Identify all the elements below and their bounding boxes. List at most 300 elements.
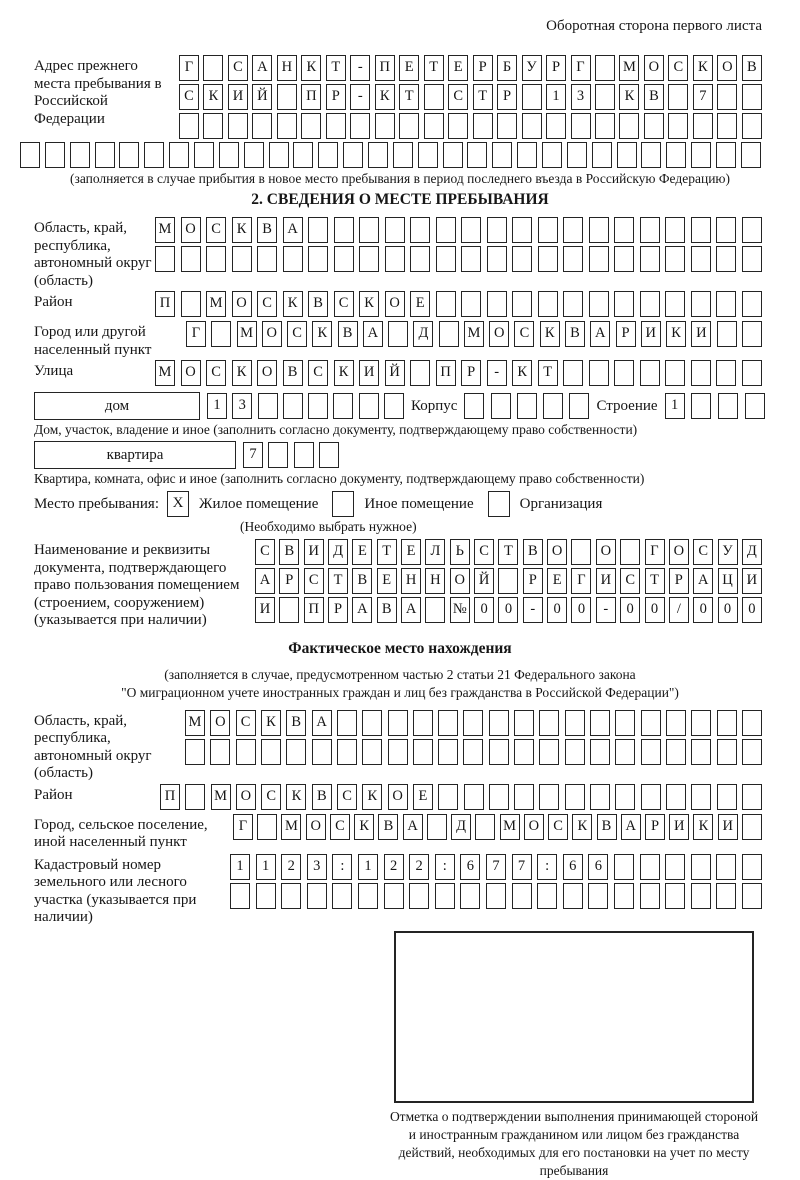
char-cell <box>512 883 532 909</box>
char-cell <box>666 739 686 765</box>
stay-type-row <box>34 491 800 517</box>
char-cell <box>512 291 532 317</box>
char-cell <box>252 113 272 139</box>
char-cell <box>399 113 419 139</box>
char-cell: О <box>524 814 544 840</box>
char-cell <box>487 246 507 272</box>
char-cell <box>279 597 299 623</box>
char-cell <box>375 113 395 139</box>
char-cell: К <box>203 84 223 110</box>
char-cell: В <box>352 568 372 594</box>
char-cell <box>665 854 685 880</box>
char-cell <box>211 321 231 347</box>
char-cell <box>489 784 509 810</box>
char-cell <box>359 217 379 243</box>
char-cell <box>716 883 736 909</box>
char-cell <box>277 84 297 110</box>
char-cell: Г <box>179 55 199 81</box>
char-cell <box>565 739 585 765</box>
stroenie-cells <box>665 393 765 419</box>
char-cell <box>489 710 509 736</box>
char-cell <box>640 217 660 243</box>
char-cell: П <box>160 784 180 810</box>
char-cell <box>185 739 205 765</box>
char-cell <box>517 393 537 419</box>
city-block <box>34 321 800 359</box>
char-cell: П <box>155 291 175 317</box>
char-cell: Т <box>424 55 444 81</box>
char-cell <box>70 142 90 168</box>
char-cell <box>409 883 429 909</box>
actual-location-note-line1: (заполняется в случае, предусмотренном частью 2 статьи 21 Федерального закона <box>164 666 636 682</box>
char-cell <box>384 393 404 419</box>
char-cell <box>179 113 199 139</box>
char-cell: Н <box>401 568 421 594</box>
char-cell <box>522 113 542 139</box>
actual-region-row-2 <box>185 739 762 765</box>
char-cell: В <box>338 321 358 347</box>
char-cell: С <box>448 84 468 110</box>
char-cell: Д <box>742 539 762 565</box>
char-cell <box>326 113 346 139</box>
char-cell: 0 <box>742 597 762 623</box>
char-cell <box>563 883 583 909</box>
district-label: Район <box>34 294 73 310</box>
char-cell <box>256 883 276 909</box>
char-cell <box>717 739 737 765</box>
char-cell <box>410 217 430 243</box>
actual-city-row <box>233 814 762 840</box>
char-cell: Е <box>547 568 567 594</box>
char-cell: С <box>255 539 275 565</box>
region-row-2 <box>155 246 762 272</box>
char-cell <box>257 246 277 272</box>
char-cell: С <box>304 568 324 594</box>
char-cell <box>95 142 115 168</box>
stay-type-option-residential: Жилое помещение <box>199 495 319 512</box>
char-cell: В <box>286 710 306 736</box>
char-cell <box>514 784 534 810</box>
char-cell: Л <box>425 539 445 565</box>
char-cell <box>665 246 685 272</box>
char-cell <box>691 246 711 272</box>
char-cell <box>283 393 303 419</box>
char-cell <box>362 710 382 736</box>
char-cell: Д <box>328 539 348 565</box>
char-cell: К <box>301 55 321 81</box>
char-cell: В <box>597 814 617 840</box>
char-cell: П <box>375 55 395 81</box>
korpus-cells <box>464 393 589 419</box>
region-block <box>34 217 800 290</box>
char-cell <box>641 142 661 168</box>
char-cell <box>614 291 634 317</box>
actual-region-block <box>34 710 800 783</box>
char-cell: И <box>669 814 689 840</box>
char-cell <box>228 113 248 139</box>
char-cell <box>640 360 660 386</box>
char-cell: О <box>181 217 201 243</box>
char-cell <box>614 854 634 880</box>
char-cell <box>268 442 288 468</box>
char-cell <box>742 854 762 880</box>
district-block <box>34 291 800 320</box>
char-cell <box>590 710 610 736</box>
char-cell <box>319 442 339 468</box>
char-cell <box>413 739 433 765</box>
char-cell: В <box>742 55 762 81</box>
actual-district-block <box>34 784 800 813</box>
district-row <box>155 291 762 317</box>
char-cell <box>333 393 353 419</box>
char-cell: О <box>547 539 567 565</box>
char-cell: К <box>312 321 332 347</box>
char-cell: К <box>619 84 639 110</box>
char-cell <box>718 393 738 419</box>
char-cell <box>438 784 458 810</box>
char-cell <box>337 739 357 765</box>
char-cell <box>691 710 711 736</box>
char-cell <box>489 739 509 765</box>
char-cell <box>717 710 737 736</box>
char-cell <box>461 291 481 317</box>
char-cell: : <box>332 854 352 880</box>
stay-type-option-other: Иное помещение <box>364 495 474 512</box>
char-cell <box>358 883 378 909</box>
char-cell <box>665 217 685 243</box>
char-cell <box>436 246 456 272</box>
char-cell <box>517 142 537 168</box>
char-cell <box>418 142 438 168</box>
char-cell <box>181 291 201 317</box>
char-cell: В <box>378 814 398 840</box>
char-cell <box>615 784 635 810</box>
char-cell <box>461 217 481 243</box>
char-cell: - <box>350 55 370 81</box>
actual-district-row <box>160 784 762 810</box>
char-cell: 7 <box>512 854 532 880</box>
char-cell: К <box>286 784 306 810</box>
prev-address-grids <box>179 55 762 142</box>
char-cell <box>308 246 328 272</box>
char-cell <box>436 217 456 243</box>
stay-type-checkbox-organization <box>488 491 510 517</box>
char-cell: А <box>363 321 383 347</box>
char-cell: П <box>436 360 456 386</box>
stroenie-label: Строение <box>596 397 658 414</box>
char-cell <box>691 393 711 419</box>
char-cell: 6 <box>588 854 608 880</box>
char-cell <box>589 360 609 386</box>
char-cell <box>717 84 737 110</box>
street-block <box>34 360 800 389</box>
char-cell <box>318 142 338 168</box>
char-cell <box>410 360 430 386</box>
char-cell: 3 <box>232 393 252 419</box>
char-cell <box>244 142 264 168</box>
char-cell <box>464 393 484 419</box>
char-cell: С <box>668 55 688 81</box>
char-cell: И <box>742 568 762 594</box>
char-cell: С <box>514 321 534 347</box>
document-row-2 <box>255 568 762 594</box>
char-cell: Й <box>474 568 494 594</box>
char-cell <box>691 784 711 810</box>
char-cell: 0 <box>718 597 738 623</box>
char-cell: 0 <box>571 597 591 623</box>
char-cell: В <box>523 539 543 565</box>
char-cell: М <box>206 291 226 317</box>
char-cell: О <box>181 360 201 386</box>
char-cell <box>595 113 615 139</box>
char-cell <box>742 883 762 909</box>
char-cell: Т <box>538 360 558 386</box>
char-cell: Н <box>277 55 297 81</box>
confirmation-stamp-box <box>394 931 754 1103</box>
char-cell <box>742 291 762 317</box>
apartment-box-label: квартира <box>34 441 236 469</box>
char-cell: Д <box>451 814 471 840</box>
char-cell: Р <box>279 568 299 594</box>
char-cell: С <box>236 710 256 736</box>
char-cell <box>691 854 711 880</box>
char-cell: О <box>450 568 470 594</box>
char-cell: О <box>306 814 326 840</box>
char-cell <box>717 113 737 139</box>
char-cell: А <box>403 814 423 840</box>
char-cell: С <box>474 539 494 565</box>
char-cell <box>155 246 175 272</box>
char-cell: В <box>644 84 664 110</box>
char-cell <box>589 217 609 243</box>
char-cell: Р <box>328 597 348 623</box>
char-cell <box>181 246 201 272</box>
char-cell: 1 <box>207 393 227 419</box>
char-cell <box>614 217 634 243</box>
char-cell: О <box>210 710 230 736</box>
char-cell: О <box>669 539 689 565</box>
char-cell: 2 <box>384 854 404 880</box>
char-cell <box>307 883 327 909</box>
char-cell <box>464 784 484 810</box>
char-cell: 7 <box>243 442 263 468</box>
char-cell: С <box>548 814 568 840</box>
char-cell: Н <box>425 568 445 594</box>
char-cell: У <box>522 55 542 81</box>
char-cell <box>538 246 558 272</box>
char-cell <box>539 739 559 765</box>
char-cell: Е <box>377 568 397 594</box>
document-label: Наименование и реквизиты документа, подтверждающего право пользования помещением (строением, сооружением) (указывается при наличии) <box>34 542 240 628</box>
char-cell: Т <box>377 539 397 565</box>
char-cell: М <box>155 217 175 243</box>
char-cell <box>640 291 660 317</box>
char-cell: И <box>255 597 275 623</box>
char-cell: В <box>377 597 397 623</box>
confirmation-stamp-caption: Отметка о подтверждении выполнения принимающей стороной и иностранным гражданином или лицом без гражданства действий, необходимых для его постановки на учет по месту пребывания <box>389 1108 759 1178</box>
char-cell: 0 <box>547 597 567 623</box>
char-cell <box>514 710 534 736</box>
char-cell <box>359 246 379 272</box>
char-cell: 0 <box>645 597 665 623</box>
char-cell <box>475 814 495 840</box>
char-cell <box>619 113 639 139</box>
korpus-label: Корпус <box>411 397 458 414</box>
char-cell <box>425 597 445 623</box>
char-cell: И <box>304 539 324 565</box>
char-cell <box>334 246 354 272</box>
actual-city-label: Город, сельское поселение, иной населенный пункт <box>34 816 208 850</box>
char-cell: М <box>237 321 257 347</box>
char-cell <box>665 360 685 386</box>
char-cell: 1 <box>546 84 566 110</box>
char-cell <box>716 217 736 243</box>
char-cell: А <box>693 568 713 594</box>
char-cell: О <box>257 360 277 386</box>
char-cell <box>332 883 352 909</box>
char-cell <box>742 360 762 386</box>
char-cell: Т <box>399 84 419 110</box>
char-cell <box>388 710 408 736</box>
char-cell: О <box>489 321 509 347</box>
char-cell: : <box>537 854 557 880</box>
char-cell <box>716 246 736 272</box>
apartment-row <box>34 441 800 469</box>
char-cell <box>693 113 713 139</box>
char-cell <box>716 854 736 880</box>
cadastral-row-2 <box>230 883 762 909</box>
char-cell: М <box>464 321 484 347</box>
char-cell <box>617 142 637 168</box>
char-cell: А <box>401 597 421 623</box>
prev-address-row-1 <box>179 55 762 81</box>
char-cell: № <box>450 597 470 623</box>
char-cell <box>691 142 711 168</box>
char-cell: 1 <box>256 854 276 880</box>
char-cell: И <box>641 321 661 347</box>
char-cell <box>588 883 608 909</box>
char-cell <box>742 814 762 840</box>
char-cell <box>203 113 223 139</box>
char-cell: М <box>500 814 520 840</box>
char-cell: Р <box>523 568 543 594</box>
char-cell <box>640 854 660 880</box>
char-cell: Е <box>399 55 419 81</box>
char-cell <box>362 739 382 765</box>
actual-location-title: Фактическое место нахождения <box>288 639 512 657</box>
char-cell: К <box>354 814 374 840</box>
char-cell: А <box>621 814 641 840</box>
char-cell: 7 <box>693 84 713 110</box>
cadastral-label: Кадастровый номер земельного или лесного участка (указывается при наличии) <box>34 856 197 925</box>
char-cell <box>641 710 661 736</box>
char-cell <box>194 142 214 168</box>
char-cell <box>435 883 455 909</box>
char-cell <box>393 142 413 168</box>
char-cell: К <box>362 784 382 810</box>
char-cell <box>281 883 301 909</box>
region-row-1 <box>155 217 762 243</box>
char-cell <box>742 217 762 243</box>
char-cell <box>294 442 314 468</box>
char-cell: 2 <box>409 854 429 880</box>
char-cell: К <box>283 291 303 317</box>
char-cell: К <box>693 55 713 81</box>
char-cell: А <box>252 55 272 81</box>
stay-type-label: Место пребывания: <box>34 495 159 512</box>
char-cell <box>448 113 468 139</box>
char-cell: Е <box>410 291 430 317</box>
char-cell: Е <box>401 539 421 565</box>
actual-city-block <box>34 814 800 852</box>
char-cell <box>742 710 762 736</box>
apartment-note: Квартира, комната, офис и иное (заполнить согласно документу, подтверждающему право собственности) <box>34 471 645 486</box>
char-cell: Г <box>571 55 591 81</box>
char-cell: И <box>718 814 738 840</box>
char-cell <box>620 539 640 565</box>
char-cell <box>742 246 762 272</box>
char-cell: О <box>232 291 252 317</box>
char-cell <box>438 710 458 736</box>
char-cell: К <box>512 360 532 386</box>
char-cell <box>742 739 762 765</box>
char-cell: М <box>155 360 175 386</box>
char-cell: 1 <box>358 854 378 880</box>
char-cell <box>522 84 542 110</box>
char-cell <box>666 710 686 736</box>
char-cell: 0 <box>498 597 518 623</box>
char-cell <box>571 539 591 565</box>
char-cell <box>230 883 250 909</box>
char-cell: - <box>350 84 370 110</box>
char-cell: А <box>590 321 610 347</box>
char-cell <box>590 784 610 810</box>
prev-address-row-2 <box>179 84 762 110</box>
char-cell <box>745 393 765 419</box>
char-cell <box>312 739 332 765</box>
char-cell: Г <box>233 814 253 840</box>
char-cell: М <box>185 710 205 736</box>
char-cell <box>487 291 507 317</box>
char-cell: С <box>228 55 248 81</box>
char-cell <box>539 784 559 810</box>
char-cell <box>543 393 563 419</box>
char-cell: И <box>228 84 248 110</box>
char-cell <box>424 84 444 110</box>
char-cell: 0 <box>693 597 713 623</box>
char-cell <box>563 291 583 317</box>
char-cell: - <box>596 597 616 623</box>
char-cell: С <box>206 217 226 243</box>
char-cell <box>569 393 589 419</box>
char-cell <box>461 246 481 272</box>
char-cell: Р <box>645 814 665 840</box>
char-cell: И <box>596 568 616 594</box>
actual-region-label: Область, край, республика, автономный округ (область) <box>34 712 152 781</box>
char-cell: О <box>717 55 737 81</box>
char-cell <box>741 142 761 168</box>
char-cell <box>590 739 610 765</box>
prev-address-row-4 <box>20 142 761 168</box>
char-cell <box>742 113 762 139</box>
char-cell <box>641 739 661 765</box>
char-cell <box>308 217 328 243</box>
char-cell <box>691 883 711 909</box>
char-cell: Т <box>328 568 348 594</box>
char-cell: А <box>283 217 303 243</box>
char-cell <box>438 739 458 765</box>
char-cell <box>565 784 585 810</box>
